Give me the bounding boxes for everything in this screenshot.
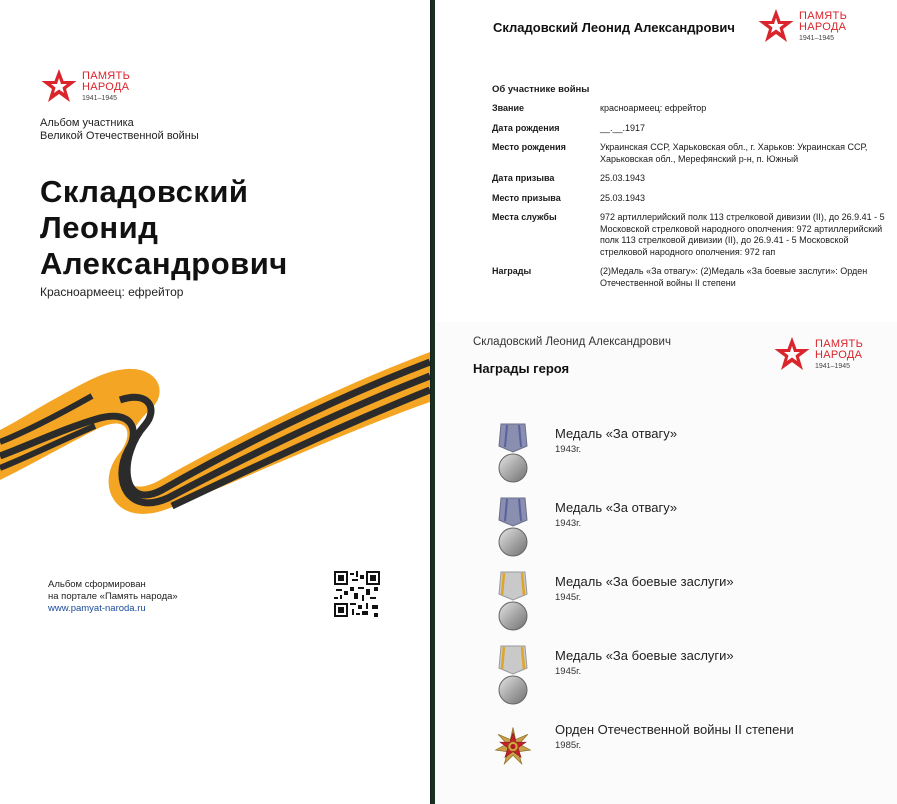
hero-rank: Красноармеец: ефрейтор bbox=[40, 285, 184, 299]
footer-line1: Альбом сформирован bbox=[48, 579, 146, 590]
medal-combat-merit-icon bbox=[493, 644, 533, 708]
info-value: красноармеец: ефрейтор bbox=[600, 103, 707, 113]
red-star-icon bbox=[773, 336, 811, 372]
info-label: Место призыва bbox=[492, 192, 561, 203]
info-label: Места службы bbox=[492, 212, 557, 222]
album-subtitle-line1: Альбом участника bbox=[40, 117, 134, 129]
info-row-birth-place bbox=[492, 142, 892, 173]
award-year: 1943г. bbox=[555, 518, 582, 529]
logo-years: 1941–1945 bbox=[799, 35, 835, 42]
pamyat-naroda-logo bbox=[757, 8, 847, 44]
participant-info-page bbox=[431, 0, 897, 322]
album-subtitle bbox=[40, 117, 199, 143]
info-label: Дата рождения bbox=[492, 122, 560, 133]
logo-years: 1941–1945 bbox=[815, 363, 851, 370]
award-year: 1943г. bbox=[555, 444, 582, 455]
medal-combat-merit-icon bbox=[493, 570, 533, 634]
participant-info-table bbox=[492, 103, 892, 297]
hero-patronymic: Александрович bbox=[40, 246, 288, 281]
award-item bbox=[487, 718, 887, 788]
info-value: Украинская ССР, Харьковская обл., г. Харьков: Украинская ССР, Харьковская обл., Мерефянский р-н, п. Южный bbox=[600, 142, 868, 164]
pamyat-naroda-logo bbox=[773, 336, 863, 372]
qr-code-icon bbox=[334, 571, 380, 617]
hero-surname: Складовский bbox=[40, 174, 249, 209]
album-footer bbox=[48, 579, 178, 615]
award-year: 1945г. bbox=[555, 666, 582, 677]
medal-for-courage-icon bbox=[493, 496, 533, 560]
red-star-icon bbox=[757, 8, 795, 44]
logo-years: 1941–1945 bbox=[82, 95, 118, 102]
info-row-birth-date bbox=[492, 123, 892, 143]
award-item bbox=[487, 422, 887, 492]
medal-for-courage-icon bbox=[493, 422, 533, 486]
logo-text-line2: НАРОДА bbox=[815, 349, 863, 361]
award-name: Медаль «За боевые заслуги» bbox=[555, 574, 734, 589]
hero-full-name bbox=[40, 174, 288, 282]
album-cover-page bbox=[0, 0, 430, 804]
logo-text-line2: НАРОДА bbox=[82, 81, 130, 93]
info-value: 25.03.1943 bbox=[600, 173, 646, 183]
info-hero-name: Складовский Леонид Александрович bbox=[493, 20, 735, 35]
red-star-icon bbox=[40, 68, 78, 104]
info-row-draft-date bbox=[492, 173, 892, 193]
info-value: 972 артиллерийский полк 113 стрелковой дивизии (II), до 26.9.41 - 5 Московской стрелковой народного ополчения: 972 артиллерийский полк 113 стрелковой дивизии (II), до 26.9.41 - 5 Московской стрелковой народного ополчения: 972 гап bbox=[600, 212, 885, 257]
award-name: Медаль «За отвагу» bbox=[555, 426, 678, 441]
awards-hero-name: Складовский Леонид Александрович bbox=[473, 336, 671, 348]
footer-line2: на портале «Память народа» bbox=[48, 591, 178, 602]
hero-awards-page bbox=[431, 322, 897, 804]
info-row-rank bbox=[492, 103, 892, 123]
info-row-draft-place bbox=[492, 193, 892, 213]
info-label: Место рождения bbox=[492, 142, 566, 152]
award-name: Медаль «За отвагу» bbox=[555, 500, 678, 515]
order-patriotic-war-icon bbox=[493, 718, 533, 782]
award-item bbox=[487, 644, 887, 714]
info-row-awards bbox=[492, 266, 892, 297]
album-subtitle-line2: Великой Отечественной войны bbox=[40, 130, 199, 142]
info-label: Награды bbox=[492, 266, 532, 276]
info-value: 25.03.1943 bbox=[600, 192, 646, 203]
info-label: Дата призыва bbox=[492, 173, 555, 183]
logo-text-line1: ПАМЯТЬ bbox=[82, 70, 131, 82]
award-name: Медаль «За боевые заслуги» bbox=[555, 648, 734, 663]
award-item bbox=[487, 496, 887, 566]
info-row-service-places bbox=[492, 212, 892, 266]
info-label: Звание bbox=[492, 103, 525, 113]
logo-text-line2: НАРОДА bbox=[799, 21, 847, 33]
hero-first-name: Леонид bbox=[40, 210, 159, 245]
logo-text-line1: ПАМЯТЬ bbox=[815, 338, 864, 350]
info-value: (2)Медаль «За отвагу»: (2)Медаль «За боевые заслуги»: Орден Отечественной войны II степени bbox=[600, 266, 868, 288]
portal-link[interactable]: www.pamyat-naroda.ru bbox=[48, 603, 146, 614]
award-year: 1945г. bbox=[555, 592, 582, 603]
award-name: Орден Отечественной войны II степени bbox=[555, 722, 794, 737]
info-value: __.__.1917 bbox=[600, 122, 646, 133]
logo-text-line1: ПАМЯТЬ bbox=[799, 10, 848, 22]
info-section-heading: Об участнике войны bbox=[492, 84, 590, 95]
st-george-ribbon-icon bbox=[0, 330, 430, 550]
award-item bbox=[487, 570, 887, 640]
awards-heading: Награды героя bbox=[473, 361, 570, 376]
pamyat-naroda-logo bbox=[40, 68, 130, 104]
award-year: 1985г. bbox=[555, 740, 582, 751]
